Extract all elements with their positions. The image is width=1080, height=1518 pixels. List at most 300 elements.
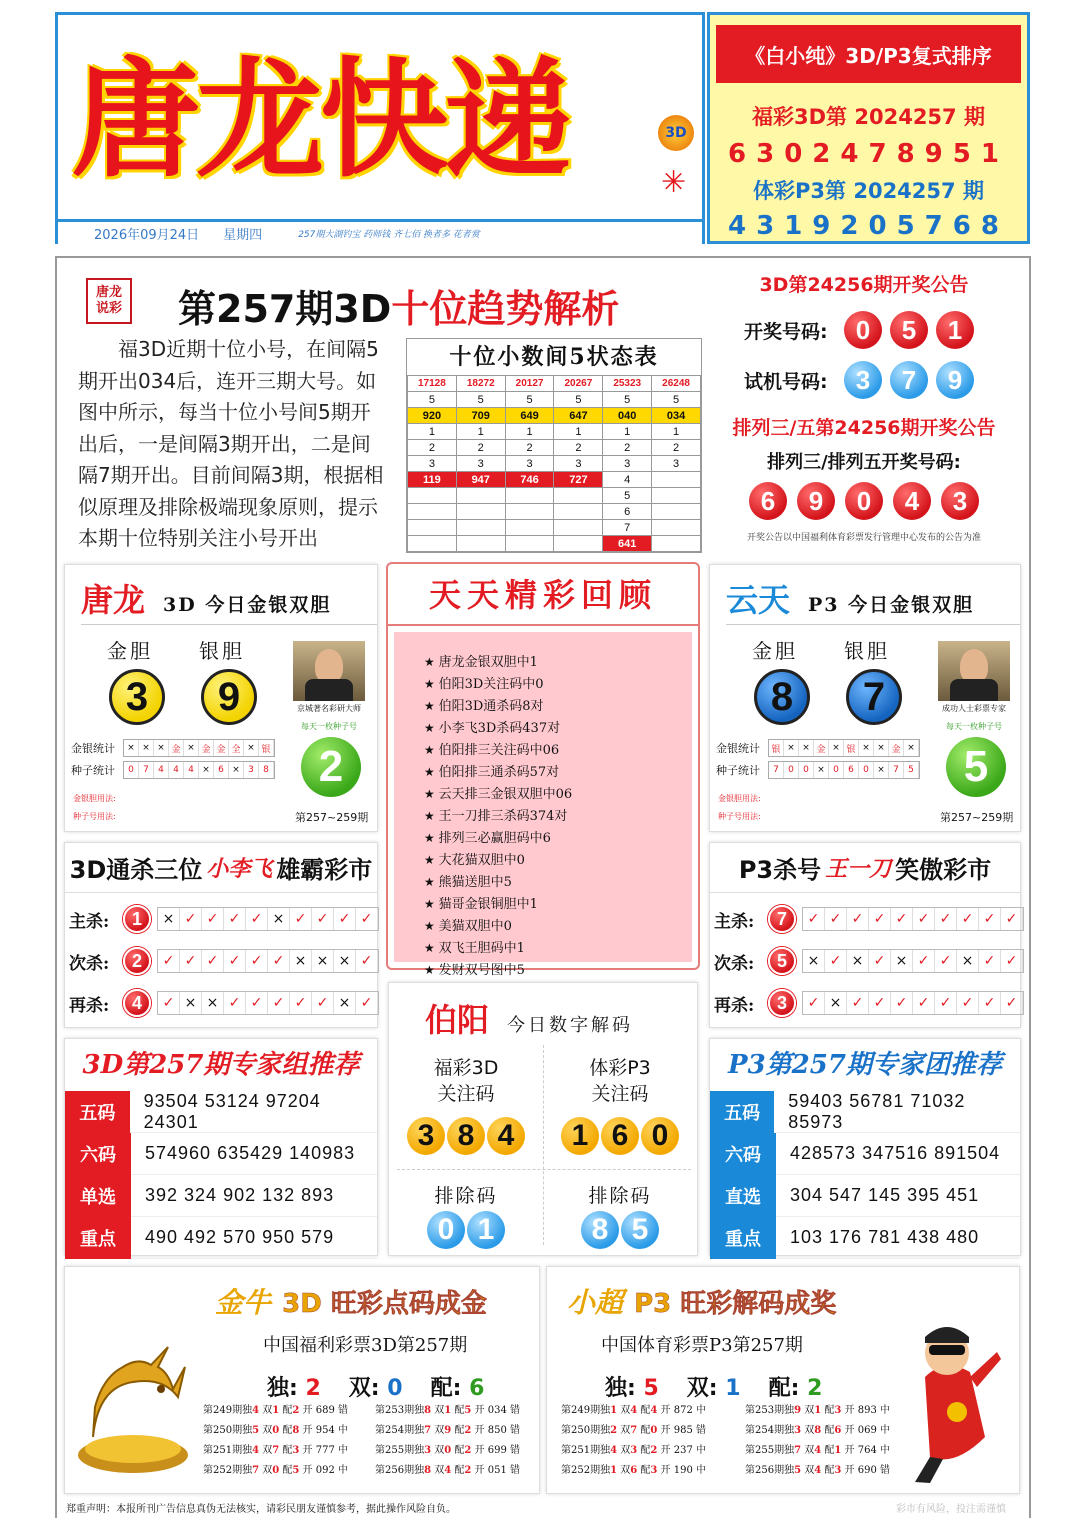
status-cell — [408, 488, 457, 504]
rec-tag: 五码 — [710, 1091, 774, 1133]
review-item: ★ 伯阳3D通杀码8对 — [424, 695, 692, 714]
number-ball: 3 — [844, 361, 882, 399]
stat-label: 种子统计 — [71, 764, 115, 777]
br-shuang: 1 — [725, 1376, 741, 1401]
kill-mark: ✓ — [957, 908, 979, 930]
br-pei: 2 — [807, 1376, 823, 1401]
stat-cell: 6 — [844, 762, 859, 778]
review-item: ★ 伯阳3D关注码中0 — [424, 673, 692, 692]
status-cell: 5 — [408, 392, 457, 408]
stat-cell: × — [814, 762, 829, 778]
status-cell — [554, 504, 603, 520]
kill-mark: ✓ — [891, 908, 913, 930]
bl-shuang: 0 — [387, 1376, 403, 1401]
status-cell — [505, 536, 554, 552]
number-ball: 5 — [621, 1211, 659, 1249]
kill-mark: × — [803, 950, 825, 972]
bl-pei-label: 配: — [430, 1376, 462, 1401]
status-cell — [456, 536, 505, 552]
kill-mark: ✓ — [979, 992, 1001, 1014]
status-cell: 4 — [603, 472, 652, 488]
kill-mark: ✓ — [935, 950, 957, 972]
usage-1: 金银胆用法: — [718, 794, 761, 803]
fc-focus-label-1: 福彩3D — [433, 1057, 499, 1079]
rec-value: 490 492 570 950 579 — [145, 1227, 335, 1247]
stat-cell: 4 — [184, 762, 199, 778]
rec-value: 59403 56781 71032 85973 — [788, 1090, 966, 1132]
review-item: ★ 双飞王胆码中1 — [424, 937, 692, 956]
kill-mark: ✓ — [158, 950, 180, 972]
p35-balls — [710, 482, 1018, 520]
review-item: ★ 云天排三金银双胆中06 — [424, 783, 692, 802]
kill-mark: ✓ — [847, 908, 869, 930]
kill-label: 再杀: — [69, 995, 110, 1016]
stat-cell: × — [124, 740, 139, 756]
test-balls — [844, 361, 974, 399]
kill-mark: ✓ — [356, 992, 378, 1014]
br-du-label: 独: — [605, 1376, 636, 1401]
kill-label: 次杀: — [69, 953, 110, 974]
status-cell: 034 — [652, 408, 701, 424]
gold-card-header — [726, 575, 1020, 625]
number-ball: 8 — [447, 1117, 485, 1155]
kill-3d-card — [64, 842, 378, 1028]
rec-value: 93504 53124 97204 24301 — [143, 1090, 321, 1132]
kill-mark: ✓ — [869, 908, 891, 930]
status-cell — [652, 536, 701, 552]
stat-cell: 金 — [889, 740, 904, 756]
kill-mark: × — [334, 992, 356, 1014]
golden-ox-icon — [73, 1327, 193, 1477]
bottom-left-card — [64, 1266, 540, 1494]
history-line: 第253期独8 双1 配5 开 034 错 — [375, 1405, 520, 1416]
bl-shuang-label: 双: — [348, 1376, 380, 1401]
status-cell: 3 — [456, 456, 505, 472]
status-cell: 1 — [554, 424, 603, 440]
seed-ball: 2 — [301, 737, 361, 797]
boyang-card — [388, 982, 698, 1256]
kill-history — [157, 991, 379, 1015]
lottery-3d-logo-icon: 3D — [658, 115, 694, 151]
kill-row — [69, 989, 379, 1017]
kill-mark: × — [202, 992, 224, 1014]
fc-focus-label-2: 关注码 — [437, 1083, 495, 1105]
gold-card-brand: 唐龙 — [81, 581, 146, 619]
number-ball: 1 — [561, 1117, 599, 1155]
number-ball: 8 — [581, 1211, 619, 1249]
kill-mark: ✓ — [158, 992, 180, 1014]
kill-mark: × — [268, 908, 290, 930]
stat-cell: × — [859, 740, 874, 756]
stat-grid — [123, 739, 275, 757]
stat-grid — [123, 761, 275, 779]
gold-card-sub: P3 今日金银双胆 — [808, 594, 975, 616]
tanglong-gold-card — [64, 564, 378, 832]
status-cell: 641 — [603, 536, 652, 552]
kill-number: 2 — [123, 947, 151, 975]
kill-label: 主杀: — [714, 911, 755, 932]
kill-header — [710, 843, 1020, 893]
bl-sub: 中国福利彩票3D第257期 — [263, 1335, 468, 1356]
stat-cell: × — [199, 762, 214, 778]
watermark: 彩市有风险，投注需谨慎 — [896, 1504, 1006, 1515]
kill-row — [714, 989, 1024, 1017]
stat-cell: 6 — [214, 762, 229, 778]
status-cell — [652, 472, 701, 488]
issue-date: 2026年09月24日 — [94, 227, 200, 243]
status-cell: 5 — [456, 392, 505, 408]
status-cell: 1 — [456, 424, 505, 440]
kill-title-b: 王一刀 — [825, 857, 892, 882]
bl-du-label: 独: — [267, 1376, 298, 1401]
kill-history — [802, 907, 1024, 931]
kill-row — [714, 905, 1024, 933]
status-cell — [652, 504, 701, 520]
status-cell: 2 — [554, 440, 603, 456]
tc-focus-label-2: 关注码 — [591, 1083, 649, 1105]
kill-mark: ✓ — [312, 992, 334, 1014]
seed-ball: 5 — [946, 737, 1006, 797]
results-title-p35: 排列三/五第24256期开奖公告 — [732, 417, 996, 439]
kill-mark: × — [290, 950, 312, 972]
kill-mark: ✓ — [246, 908, 268, 930]
rec-p3-title: P3第257期专家团推荐 — [728, 1050, 1002, 1080]
stat-cell: 3 — [244, 762, 259, 778]
kill-number: 1 — [123, 905, 151, 933]
gold-ball: 3 — [109, 669, 165, 725]
status-cell: 1 — [652, 424, 701, 440]
rec-tag: 六码 — [710, 1133, 776, 1175]
stat-cell: 银 — [259, 740, 274, 756]
results-note: 开奖公告以中国福利体育彩票发行管理中心发布的公告为准 — [746, 533, 981, 543]
sport-lottery-star-icon: ✳ — [661, 165, 687, 200]
kill-mark: ✓ — [803, 992, 825, 1014]
promo-banner: 《白小纯》3D/P3复式排序 — [716, 25, 1021, 83]
number-ball: 3 — [941, 482, 979, 520]
status-cell — [554, 520, 603, 536]
rec-tag: 重点 — [710, 1217, 776, 1259]
stat-label: 金银统计 — [71, 742, 115, 755]
kill-mark: × — [891, 950, 913, 972]
status-cell: 727 — [554, 472, 603, 488]
status-cell: 3 — [652, 456, 701, 472]
bottom-right-card — [546, 1266, 1020, 1494]
expert-avatar-icon — [315, 649, 343, 683]
status-cell: 2 — [408, 440, 457, 456]
history-line: 第253期独9 双1 配3 开 893 中 — [745, 1405, 890, 1416]
seed-motto: 每天一枚种子号 — [301, 722, 357, 731]
stat-cell: × — [229, 762, 244, 778]
number-ball: 1 — [936, 311, 974, 349]
status-col-head: 17128 — [408, 376, 457, 392]
rec-tag: 单选 — [65, 1175, 131, 1217]
bl-pei: 6 — [469, 1376, 485, 1401]
silver-ball: 9 — [201, 669, 257, 725]
rec-row — [65, 1175, 377, 1217]
expert-avatar-icon — [960, 649, 988, 683]
stat-cell: 银 — [844, 740, 859, 756]
fc-issue-label: 福彩3D第 2024257 期 — [752, 105, 985, 129]
kill-mark: ✓ — [913, 908, 935, 930]
rec-value: 392 324 902 132 893 — [145, 1185, 335, 1205]
br-pei-label: 配: — [768, 1376, 800, 1401]
usage-2: 种子号用法: — [718, 812, 761, 821]
number-ball: 9 — [797, 482, 835, 520]
status-cell: 119 — [408, 472, 457, 488]
test-label: 试机号码: — [744, 370, 828, 393]
stat-cell: 0 — [829, 762, 844, 778]
stat-cell: 7 — [889, 762, 904, 778]
kill-mark: ✓ — [913, 992, 935, 1014]
status-cell: 5 — [603, 488, 652, 504]
stat-cell: 4 — [169, 762, 184, 778]
status-cell — [505, 488, 554, 504]
kill-mark: ✓ — [847, 992, 869, 1014]
bl-du: 2 — [305, 1376, 321, 1401]
history-line: 第251期独4 双3 配2 开 237 中 — [561, 1445, 706, 1456]
stat-cell: 金 — [214, 740, 229, 756]
status-col-head: 26248 — [652, 376, 701, 392]
status-cell: 649 — [505, 408, 554, 424]
review-item: ★ 猫哥金银铜胆中1 — [424, 893, 692, 912]
history-line: 第255期独7 双4 配1 开 764 中 — [745, 1445, 890, 1456]
status-cell: 1 — [408, 424, 457, 440]
history-line: 第254期独7 双9 配2 开 850 错 — [375, 1425, 520, 1436]
kill-mark: ✓ — [202, 950, 224, 972]
kill-label: 次杀: — [714, 953, 755, 974]
rec-value: 428573 347516 891504 — [790, 1143, 1001, 1163]
kill-number: 5 — [768, 947, 796, 975]
masthead — [55, 12, 705, 244]
status-cell: 2 — [505, 440, 554, 456]
br-picks — [605, 1371, 822, 1402]
paper-title: 唐龙快递 — [72, 45, 569, 195]
p35-label: 排列三/排列五开奖号码: — [767, 452, 961, 473]
status-cell — [408, 520, 457, 536]
number-ball: 0 — [844, 311, 882, 349]
status-cell: 040 — [603, 408, 652, 424]
fc-excl-label: 排除码 — [434, 1185, 498, 1207]
kill-title-c: 笑傲彩市 — [895, 856, 992, 884]
rec-3d-rows — [65, 1091, 377, 1259]
history-line: 第251期独4 双7 配3 开 777 中 — [203, 1445, 348, 1456]
fc-focus-label — [389, 1055, 543, 1107]
tc-issue-label: 体彩P3第 2024257 期 — [753, 179, 984, 203]
number-ball: 4 — [893, 482, 931, 520]
rec-3d-title: 3D第257期专家组推荐 — [82, 1050, 360, 1080]
kill-mark: ✓ — [1001, 908, 1023, 930]
bl-picks — [267, 1371, 484, 1402]
status-cell — [505, 520, 554, 536]
fc-digits: 6302478951 — [728, 139, 1009, 169]
review-item: ★ 熊猫送胆中5 — [424, 871, 692, 890]
kill-number: 3 — [768, 989, 796, 1017]
bl-history — [203, 1401, 539, 1481]
review-item: ★ 大花猫双胆中0 — [424, 849, 692, 868]
kill-mark: ✓ — [290, 908, 312, 930]
kill-mark: ✓ — [979, 908, 1001, 930]
status-cell: 947 — [456, 472, 505, 488]
number-ball: 6 — [749, 482, 787, 520]
review-item: ★ 小李飞3D杀码437对 — [424, 717, 692, 736]
review-item: ★ 排列三必赢胆码中6 — [424, 827, 692, 846]
status-cell — [652, 488, 701, 504]
rec-row — [710, 1091, 1020, 1133]
kill-mark: ✓ — [869, 992, 891, 1014]
history-line: 第252期独1 双6 配3 开 190 中 — [561, 1465, 706, 1476]
rec-row — [710, 1217, 1020, 1259]
draw-balls — [844, 311, 974, 349]
status-col-head: 20267 — [554, 376, 603, 392]
stat-label: 种子统计 — [716, 764, 760, 777]
review-item: ★ 伯阳排三通杀码57对 — [424, 761, 692, 780]
seed-motto: 每天一枚种子号 — [946, 722, 1002, 731]
kill-mark: ✓ — [935, 992, 957, 1014]
review-item: ★ 发财双号图中5 — [424, 959, 692, 978]
kill-row — [69, 947, 379, 975]
analysis-title-issue: 第257期3D — [178, 287, 392, 331]
kill-mark: ✓ — [979, 950, 1001, 972]
stat-cell: 0 — [799, 762, 814, 778]
stat-cell: × — [244, 740, 259, 756]
number-ball: 9 — [936, 361, 974, 399]
stat-cell: 5 — [904, 762, 919, 778]
br-du: 5 — [643, 1376, 659, 1401]
review-list-box — [394, 632, 692, 978]
kill-p3-card — [709, 842, 1021, 1028]
kill-row — [69, 905, 379, 933]
gold-label: 金胆 — [107, 639, 153, 663]
results-title-3d: 3D第24256期开奖公告 — [759, 274, 969, 296]
status-table-grid — [407, 375, 701, 552]
kill-number: 4 — [123, 989, 151, 1017]
review-item: ★ 美猫双胆中0 — [424, 915, 692, 934]
stat-cell: 金 — [199, 740, 214, 756]
stat-cell: × — [184, 740, 199, 756]
kill-mark: ✓ — [334, 908, 356, 930]
stat-cell: × — [874, 740, 889, 756]
boyang-sub: 今日数字解码 — [507, 1015, 634, 1036]
rec-row — [710, 1133, 1020, 1175]
stat-cell: × — [799, 740, 814, 756]
kill-mark: ✓ — [356, 950, 378, 972]
kill-number: 7 — [768, 905, 796, 933]
fc-focus-balls — [389, 1117, 543, 1155]
gold-card-sub: 3D 今日金银双胆 — [163, 594, 332, 616]
kill-row — [714, 947, 1024, 975]
silver-label: 银胆 — [199, 639, 245, 663]
rec-row — [710, 1175, 1020, 1217]
kill-mark: ✓ — [1001, 992, 1023, 1014]
review-panel — [386, 562, 700, 978]
kill-mark: ✓ — [224, 908, 246, 930]
kill-header — [65, 843, 377, 893]
number-ball: 5 — [890, 311, 928, 349]
kill-label: 再杀: — [714, 995, 755, 1016]
status-table — [406, 338, 702, 553]
expert-photo — [938, 641, 1010, 701]
status-cell — [554, 536, 603, 552]
tc-digits: 4319205768 — [728, 211, 1009, 241]
status-cell: 1 — [603, 424, 652, 440]
stat-cell: 金 — [814, 740, 829, 756]
tc-focus-label-1: 体彩P3 — [589, 1057, 651, 1079]
draw-row — [744, 311, 1018, 349]
range-label: 第257~259期 — [940, 811, 1014, 824]
gold-card-header — [81, 575, 377, 625]
number-ball: 7 — [890, 361, 928, 399]
gold-stat-row — [71, 739, 275, 757]
status-cell: 647 — [554, 408, 603, 424]
status-cell: 920 — [408, 408, 457, 424]
draw-label: 开奖号码: — [744, 320, 828, 343]
analysis-title-topic: 十位趋势解析 — [391, 287, 620, 331]
status-cell — [652, 520, 701, 536]
tc-focus-balls — [543, 1117, 697, 1155]
status-cell: 2 — [456, 440, 505, 456]
status-cell: 7 — [603, 520, 652, 536]
number-ball: 0 — [427, 1211, 465, 1249]
stat-cell: 金 — [169, 740, 184, 756]
seed-stat-row — [71, 761, 275, 779]
kill-mark: ✓ — [935, 908, 957, 930]
kill-mark: ✓ — [1001, 950, 1023, 972]
kill-mark: ✓ — [268, 992, 290, 1014]
kill-mark: × — [957, 950, 979, 972]
usage-2: 种子号用法: — [73, 812, 116, 821]
kill-mark: ✓ — [869, 950, 891, 972]
yuntian-gold-card — [709, 564, 1021, 832]
review-item: ★ 唐龙金银双胆中1 — [424, 651, 692, 670]
stat-cell: 0 — [859, 762, 874, 778]
tanglong-seal-logo: 唐龙说彩 — [86, 278, 132, 324]
stat-cell: 银 — [769, 740, 784, 756]
stat-cell: 8 — [259, 762, 274, 778]
rec-p3-rows — [710, 1091, 1020, 1259]
footer-disclaimer: 郑重声明：本报所刊广告信息真伪无法核实，请彩民朋友谨慎参考，据此操作风险自负。 — [66, 1504, 456, 1515]
kill-history — [802, 991, 1024, 1015]
status-cell: 3 — [408, 456, 457, 472]
stat-cell: 全 — [229, 740, 244, 756]
fc-excl-balls — [389, 1211, 543, 1249]
stat-grid — [768, 761, 920, 779]
silver-label: 银胆 — [844, 639, 890, 663]
review-title: 天天精彩回顾 — [388, 564, 698, 626]
stat-cell: × — [874, 762, 889, 778]
kill-title-a: P3杀号 — [738, 856, 822, 884]
kill-title-c: 雄霸彩市 — [276, 856, 373, 884]
slogan: 257期大湖钓宝 药师钱 齐七佰 换者多 花者赏 — [298, 229, 480, 240]
number-ball: 0 — [845, 482, 883, 520]
status-cell: 2 — [603, 440, 652, 456]
analysis-body: 福3D近期十位小号，在间隔5期开出034后，连开三期大号。如图中所示，每当十位小号间5期开出后，一是间隔3期开出，二是间隔7期开出。目前间隔3期，根据相似原理及排除极端现象原则，提示本期十位特别关注小号开出 — [78, 337, 384, 550]
rec-value: 304 547 145 395 451 — [790, 1185, 980, 1205]
bl-title — [215, 1281, 487, 1321]
status-cell: 5 — [554, 392, 603, 408]
issue-weekday: 星期四 — [223, 227, 263, 243]
status-cell: 5 — [505, 392, 554, 408]
review-item: ★ 王一刀排三杀码374对 — [424, 805, 692, 824]
status-cell: 746 — [505, 472, 554, 488]
status-col-head: 25323 — [603, 376, 652, 392]
gold-stat-row — [716, 739, 920, 757]
kill-history — [157, 949, 379, 973]
kill-mark: ✓ — [957, 992, 979, 1014]
status-table-title: 十位小数间5状态表 — [449, 344, 659, 370]
stat-cell: 7 — [769, 762, 784, 778]
kill-mark: ✓ — [202, 908, 224, 930]
kill-mark: ✓ — [825, 950, 847, 972]
